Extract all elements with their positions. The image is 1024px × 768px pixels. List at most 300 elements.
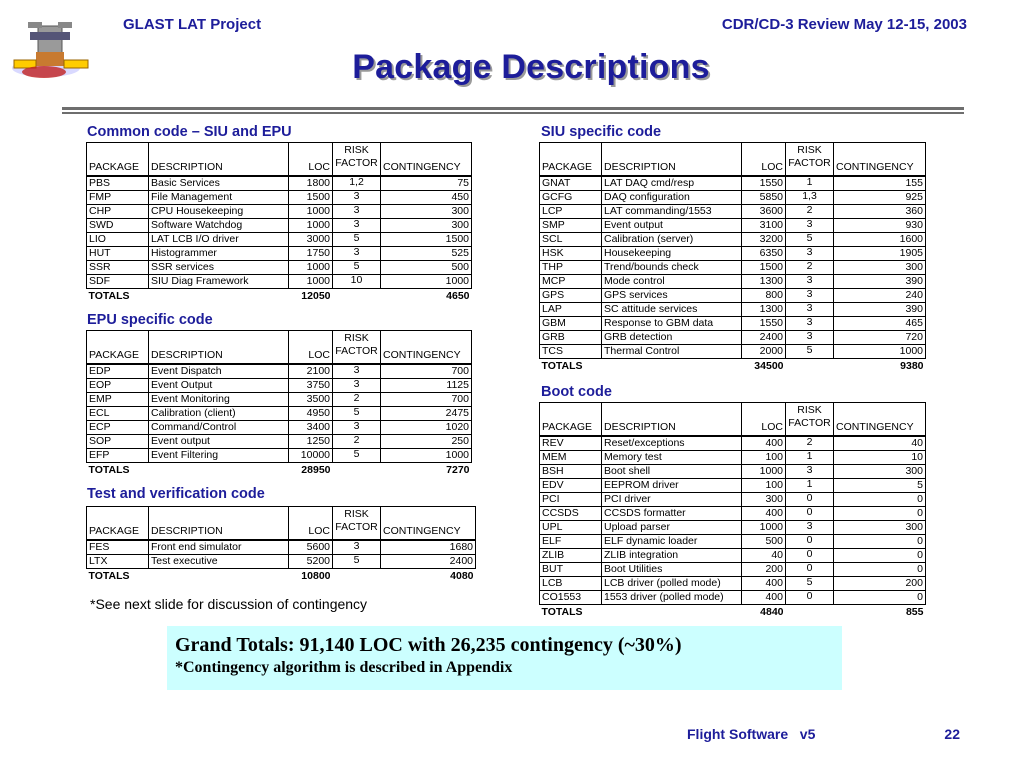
cell-risk-factor: 5 bbox=[333, 233, 381, 247]
cell-package: REV bbox=[540, 436, 602, 451]
cell-loc: 1750 bbox=[289, 247, 333, 261]
table-row bbox=[540, 577, 926, 591]
table-row bbox=[87, 247, 472, 261]
cell-risk-factor: 2 bbox=[333, 435, 381, 449]
cell-risk-factor: 0 bbox=[786, 563, 834, 577]
cell-description: GPS services bbox=[602, 289, 742, 303]
cell-loc: 10000 bbox=[289, 449, 333, 463]
cell-risk-factor: 3 bbox=[333, 191, 381, 205]
cell-description: Test executive bbox=[149, 555, 289, 569]
cell-loc: 1500 bbox=[742, 261, 786, 275]
cell-package: LIO bbox=[87, 233, 149, 247]
totals-contingency: 7270 bbox=[446, 463, 470, 476]
cell-loc: 1000 bbox=[289, 275, 333, 289]
header-risk-factor bbox=[786, 403, 834, 437]
table-row bbox=[540, 219, 926, 233]
cell-loc: 1000 bbox=[742, 521, 786, 535]
header-contingency: CONTINGENCY bbox=[381, 143, 472, 177]
table-row bbox=[87, 233, 472, 247]
cell-loc: 400 bbox=[742, 436, 786, 451]
cell-description: Housekeeping bbox=[602, 247, 742, 261]
cell-loc: 400 bbox=[742, 507, 786, 521]
cell-risk-factor: 3 bbox=[786, 317, 834, 331]
cell-risk-factor: 5 bbox=[786, 345, 834, 359]
totals-loc: 4840 bbox=[760, 605, 784, 618]
siu-code-table bbox=[539, 142, 926, 373]
cell-contingency: 2475 bbox=[381, 407, 472, 421]
table-row bbox=[540, 289, 926, 303]
cell-package: ECL bbox=[87, 407, 149, 421]
table-row bbox=[540, 176, 926, 191]
header-package: PACKAGE bbox=[87, 507, 149, 541]
cell-risk-factor: 3 bbox=[786, 465, 834, 479]
cell-loc: 1550 bbox=[742, 176, 786, 191]
cell-description: Mode control bbox=[602, 275, 742, 289]
table-row bbox=[540, 465, 926, 479]
table-row bbox=[540, 507, 926, 521]
cell-risk-factor: 3 bbox=[786, 275, 834, 289]
cell-contingency: 1125 bbox=[381, 379, 472, 393]
cell-contingency: 1905 bbox=[834, 247, 926, 261]
header-loc: LOC bbox=[742, 143, 786, 177]
header-risk-line2: FACTOR bbox=[335, 521, 378, 533]
boot-code-table bbox=[539, 402, 926, 619]
totals-label: TOTALS bbox=[541, 359, 583, 372]
header-description: DESCRIPTION bbox=[602, 143, 742, 177]
cell-contingency: 1000 bbox=[834, 345, 926, 359]
header-description: DESCRIPTION bbox=[149, 507, 289, 541]
cell-package: LCB bbox=[540, 577, 602, 591]
cell-loc: 1800 bbox=[289, 176, 333, 191]
cell-contingency: 155 bbox=[834, 176, 926, 191]
table-row bbox=[540, 591, 926, 605]
totals-contingency: 855 bbox=[905, 605, 924, 618]
footer-label: Flight Software v5 bbox=[687, 726, 816, 742]
cell-description: PCI driver bbox=[602, 493, 742, 507]
cell-description: Software Watchdog bbox=[149, 219, 289, 233]
cell-loc: 400 bbox=[742, 591, 786, 605]
header-loc: LOC bbox=[289, 143, 333, 177]
cell-risk-factor: 0 bbox=[786, 507, 834, 521]
cell-contingency: 300 bbox=[834, 261, 926, 275]
epu-code-title: EPU specific code bbox=[87, 312, 213, 328]
cell-description: Event Output bbox=[149, 379, 289, 393]
cell-contingency: 10 bbox=[834, 451, 926, 465]
cell-risk-factor: 3 bbox=[786, 331, 834, 345]
cell-loc: 1300 bbox=[742, 303, 786, 317]
cell-contingency: 700 bbox=[381, 393, 472, 407]
cell-loc: 100 bbox=[742, 479, 786, 493]
table-row bbox=[540, 261, 926, 275]
cell-risk-factor: 0 bbox=[786, 591, 834, 605]
table-row bbox=[87, 421, 472, 435]
header-risk-factor bbox=[333, 143, 381, 177]
cell-package: FES bbox=[87, 540, 149, 555]
common-code-table bbox=[86, 142, 472, 303]
common-code-title: Common code – SIU and EPU bbox=[87, 124, 292, 140]
cell-risk-factor: 3 bbox=[786, 521, 834, 535]
cell-risk-factor: 1,2 bbox=[333, 176, 381, 191]
totals-risk-blank bbox=[333, 463, 381, 478]
cell-contingency: 500 bbox=[381, 261, 472, 275]
cell-contingency: 300 bbox=[834, 521, 926, 535]
cell-loc: 3100 bbox=[742, 219, 786, 233]
cell-package: TCS bbox=[540, 345, 602, 359]
cell-description: Event Filtering bbox=[149, 449, 289, 463]
totals-loc: 28950 bbox=[301, 463, 331, 476]
cell-contingency: 1000 bbox=[381, 275, 472, 289]
cell-package: PCI bbox=[540, 493, 602, 507]
table-row bbox=[540, 247, 926, 261]
cell-description: Event output bbox=[602, 219, 742, 233]
table-row bbox=[540, 535, 926, 549]
table-row bbox=[87, 176, 472, 191]
page-number: 22 bbox=[944, 726, 960, 742]
cell-description: DAQ configuration bbox=[602, 191, 742, 205]
cell-description: SC attitude services bbox=[602, 303, 742, 317]
header-risk-line1: RISK bbox=[797, 404, 822, 416]
cell-contingency: 525 bbox=[381, 247, 472, 261]
header-risk-line1: RISK bbox=[797, 144, 822, 156]
cell-contingency: 390 bbox=[834, 303, 926, 317]
table-row bbox=[540, 303, 926, 317]
cell-description: SSR services bbox=[149, 261, 289, 275]
cell-risk-factor: 3 bbox=[786, 303, 834, 317]
cell-package: EMP bbox=[87, 393, 149, 407]
cell-risk-factor: 3 bbox=[786, 247, 834, 261]
header-risk-line1: RISK bbox=[344, 332, 369, 344]
cell-package: ECP bbox=[87, 421, 149, 435]
header-contingency: CONTINGENCY bbox=[381, 507, 476, 541]
cell-contingency: 40 bbox=[834, 436, 926, 451]
cell-package: FMP bbox=[87, 191, 149, 205]
cell-description: Calibration (client) bbox=[149, 407, 289, 421]
cell-package: SMP bbox=[540, 219, 602, 233]
cell-loc: 1000 bbox=[289, 205, 333, 219]
header-loc: LOC bbox=[742, 403, 786, 437]
table-row bbox=[540, 563, 926, 577]
cell-package: EFP bbox=[87, 449, 149, 463]
cell-contingency: 240 bbox=[834, 289, 926, 303]
header-review-date: CDR/CD-3 Review May 12-15, 2003 bbox=[721, 16, 967, 33]
cell-description: Command/Control bbox=[149, 421, 289, 435]
cell-package: BSH bbox=[540, 465, 602, 479]
cell-package: ZLIB bbox=[540, 549, 602, 563]
header-description: DESCRIPTION bbox=[149, 143, 289, 177]
header-package: PACKAGE bbox=[540, 143, 602, 177]
totals-loc: 34500 bbox=[754, 359, 784, 372]
table-row bbox=[540, 549, 926, 563]
cell-package: GRB bbox=[540, 331, 602, 345]
cell-risk-factor: 5 bbox=[333, 261, 381, 275]
cell-description: LAT DAQ cmd/resp bbox=[602, 176, 742, 191]
cell-risk-factor: 3 bbox=[786, 289, 834, 303]
cell-risk-factor: 5 bbox=[333, 407, 381, 421]
table-header-row bbox=[540, 403, 926, 437]
cell-contingency: 1000 bbox=[381, 449, 472, 463]
cell-contingency: 390 bbox=[834, 275, 926, 289]
table-row bbox=[87, 393, 472, 407]
cell-description: SIU Diag Framework bbox=[149, 275, 289, 289]
table-row bbox=[87, 364, 472, 379]
totals-label: TOTALS bbox=[88, 569, 130, 582]
cell-description: LAT LCB I/O driver bbox=[149, 233, 289, 247]
table-row bbox=[540, 233, 926, 247]
header-risk-line2: FACTOR bbox=[788, 417, 831, 429]
header-description: DESCRIPTION bbox=[149, 331, 289, 365]
cell-risk-factor: 3 bbox=[333, 219, 381, 233]
cell-package: BUT bbox=[540, 563, 602, 577]
cell-package: CCSDS bbox=[540, 507, 602, 521]
cell-contingency: 300 bbox=[381, 219, 472, 233]
cell-risk-factor: 10 bbox=[333, 275, 381, 289]
cell-package: SDF bbox=[87, 275, 149, 289]
cell-description: 1553 driver (polled mode) bbox=[602, 591, 742, 605]
cell-risk-factor: 3 bbox=[333, 379, 381, 393]
cell-loc: 2100 bbox=[289, 364, 333, 379]
cell-package: HSK bbox=[540, 247, 602, 261]
cell-package: EOP bbox=[87, 379, 149, 393]
table-row bbox=[540, 205, 926, 219]
cell-risk-factor: 5 bbox=[786, 233, 834, 247]
table-row bbox=[540, 436, 926, 451]
cell-description: Boot shell bbox=[602, 465, 742, 479]
table-header-row bbox=[87, 507, 476, 541]
cell-package: GNAT bbox=[540, 176, 602, 191]
table-header-row bbox=[87, 143, 472, 177]
slide-title: Package Descriptions bbox=[352, 48, 710, 86]
cell-description: Reset/exceptions bbox=[602, 436, 742, 451]
cell-package: CO1553 bbox=[540, 591, 602, 605]
cell-loc: 1300 bbox=[742, 275, 786, 289]
table-row bbox=[87, 407, 472, 421]
cell-description: Event Monitoring bbox=[149, 393, 289, 407]
test-code-table bbox=[86, 506, 476, 583]
title-divider bbox=[62, 107, 964, 114]
table-row bbox=[540, 493, 926, 507]
table-row bbox=[87, 219, 472, 233]
cell-description: CCSDS formatter bbox=[602, 507, 742, 521]
cell-package: CHP bbox=[87, 205, 149, 219]
cell-contingency: 0 bbox=[834, 591, 926, 605]
cell-risk-factor: 1 bbox=[786, 479, 834, 493]
cell-description: Event Dispatch bbox=[149, 364, 289, 379]
header-contingency: CONTINGENCY bbox=[381, 331, 472, 365]
totals-loc: 10800 bbox=[301, 569, 331, 582]
cell-loc: 3400 bbox=[289, 421, 333, 435]
cell-loc: 5600 bbox=[289, 540, 333, 555]
cell-loc: 3750 bbox=[289, 379, 333, 393]
header-risk-line1: RISK bbox=[344, 144, 369, 156]
header-risk-line2: FACTOR bbox=[335, 345, 378, 357]
cell-loc: 300 bbox=[742, 493, 786, 507]
cell-loc: 1250 bbox=[289, 435, 333, 449]
cell-package: GBM bbox=[540, 317, 602, 331]
cell-contingency: 300 bbox=[834, 465, 926, 479]
cell-risk-factor: 5 bbox=[786, 577, 834, 591]
cell-description: GRB detection bbox=[602, 331, 742, 345]
grand-totals-box bbox=[167, 626, 842, 690]
cell-risk-factor: 3 bbox=[333, 247, 381, 261]
cell-package: LTX bbox=[87, 555, 149, 569]
header-package: PACKAGE bbox=[87, 331, 149, 365]
cell-loc: 4950 bbox=[289, 407, 333, 421]
totals-contingency: 4650 bbox=[446, 289, 470, 302]
cell-description: Thermal Control bbox=[602, 345, 742, 359]
table-row bbox=[540, 451, 926, 465]
cell-loc: 400 bbox=[742, 577, 786, 591]
table-row bbox=[87, 555, 476, 569]
totals-row bbox=[540, 605, 926, 620]
cell-contingency: 700 bbox=[381, 364, 472, 379]
cell-package: EDP bbox=[87, 364, 149, 379]
cell-loc: 1550 bbox=[742, 317, 786, 331]
header-project-name: GLAST LAT Project bbox=[123, 16, 262, 33]
cell-contingency: 300 bbox=[381, 205, 472, 219]
table-row bbox=[540, 521, 926, 535]
header-package: PACKAGE bbox=[540, 403, 602, 437]
cell-description: Upload parser bbox=[602, 521, 742, 535]
table-row bbox=[87, 205, 472, 219]
table-header-row bbox=[540, 143, 926, 177]
epu-code-table bbox=[86, 330, 472, 477]
cell-description: CPU Housekeeping bbox=[149, 205, 289, 219]
totals-label: TOTALS bbox=[88, 289, 130, 302]
cell-description: ELF dynamic loader bbox=[602, 535, 742, 549]
table-row bbox=[87, 379, 472, 393]
cell-contingency: 1020 bbox=[381, 421, 472, 435]
cell-description: LAT commanding/1553 bbox=[602, 205, 742, 219]
totals-label: TOTALS bbox=[88, 463, 130, 476]
totals-contingency: 4080 bbox=[450, 569, 474, 582]
cell-risk-factor: 0 bbox=[786, 493, 834, 507]
cell-description: LCB driver (polled mode) bbox=[602, 577, 742, 591]
totals-label: TOTALS bbox=[541, 605, 583, 618]
cell-description: Calibration (server) bbox=[602, 233, 742, 247]
cell-description: ZLIB integration bbox=[602, 549, 742, 563]
cell-description: Boot Utilities bbox=[602, 563, 742, 577]
cell-risk-factor: 3 bbox=[786, 219, 834, 233]
header-loc: LOC bbox=[289, 331, 333, 365]
cell-risk-factor: 1 bbox=[786, 176, 834, 191]
cell-loc: 6350 bbox=[742, 247, 786, 261]
table-row bbox=[540, 331, 926, 345]
cell-contingency: 450 bbox=[381, 191, 472, 205]
cell-package: ELF bbox=[540, 535, 602, 549]
totals-row bbox=[87, 289, 472, 304]
cell-description: EEPROM driver bbox=[602, 479, 742, 493]
cell-risk-factor: 2 bbox=[786, 205, 834, 219]
cell-package: GCFG bbox=[540, 191, 602, 205]
table-row bbox=[540, 191, 926, 205]
cell-loc: 1500 bbox=[289, 191, 333, 205]
cell-package: GPS bbox=[540, 289, 602, 303]
totals-risk-blank bbox=[333, 569, 381, 584]
table-row bbox=[87, 435, 472, 449]
cell-risk-factor: 5 bbox=[333, 555, 381, 569]
cell-risk-factor: 3 bbox=[333, 205, 381, 219]
contingency-footnote: *See next slide for discussion of contingency bbox=[90, 596, 368, 612]
cell-loc: 3500 bbox=[289, 393, 333, 407]
cell-package: UPL bbox=[540, 521, 602, 535]
cell-loc: 5200 bbox=[289, 555, 333, 569]
cell-contingency: 5 bbox=[834, 479, 926, 493]
cell-risk-factor: 3 bbox=[333, 540, 381, 555]
table-row bbox=[87, 261, 472, 275]
header-risk-line2: FACTOR bbox=[788, 157, 831, 169]
cell-contingency: 250 bbox=[381, 435, 472, 449]
cell-risk-factor: 1 bbox=[786, 451, 834, 465]
cell-loc: 3200 bbox=[742, 233, 786, 247]
cell-description: Front end simulator bbox=[149, 540, 289, 555]
cell-loc: 1000 bbox=[289, 219, 333, 233]
cell-contingency: 930 bbox=[834, 219, 926, 233]
cell-loc: 800 bbox=[742, 289, 786, 303]
cell-risk-factor: 3 bbox=[333, 421, 381, 435]
table-row bbox=[87, 540, 476, 555]
header-risk-factor bbox=[333, 507, 381, 541]
header-contingency: CONTINGENCY bbox=[834, 403, 926, 437]
cell-contingency: 0 bbox=[834, 563, 926, 577]
cell-package: EDV bbox=[540, 479, 602, 493]
table-row bbox=[540, 345, 926, 359]
cell-contingency: 2400 bbox=[381, 555, 476, 569]
cell-package: SCL bbox=[540, 233, 602, 247]
cell-contingency: 1680 bbox=[381, 540, 476, 555]
cell-loc: 1000 bbox=[742, 465, 786, 479]
cell-loc: 3600 bbox=[742, 205, 786, 219]
cell-contingency: 75 bbox=[381, 176, 472, 191]
cell-contingency: 360 bbox=[834, 205, 926, 219]
cell-description: Histogrammer bbox=[149, 247, 289, 261]
header-risk-factor bbox=[786, 143, 834, 177]
cell-package: MCP bbox=[540, 275, 602, 289]
cell-risk-factor: 1,3 bbox=[786, 191, 834, 205]
totals-contingency: 9380 bbox=[900, 359, 924, 372]
cell-risk-factor: 2 bbox=[333, 393, 381, 407]
totals-risk-blank bbox=[333, 289, 381, 304]
totals-loc: 12050 bbox=[301, 289, 331, 302]
boot-code-title: Boot code bbox=[541, 384, 612, 400]
table-row bbox=[540, 317, 926, 331]
cell-loc: 2400 bbox=[742, 331, 786, 345]
header-package: PACKAGE bbox=[87, 143, 149, 177]
cell-package: MEM bbox=[540, 451, 602, 465]
cell-package: LCP bbox=[540, 205, 602, 219]
cell-risk-factor: 5 bbox=[333, 449, 381, 463]
cell-description: Response to GBM data bbox=[602, 317, 742, 331]
cell-loc: 2000 bbox=[742, 345, 786, 359]
test-code-title: Test and verification code bbox=[87, 486, 265, 502]
cell-loc: 3000 bbox=[289, 233, 333, 247]
totals-row bbox=[87, 569, 476, 584]
cell-risk-factor: 2 bbox=[786, 261, 834, 275]
cell-contingency: 0 bbox=[834, 549, 926, 563]
contingency-algorithm-note: *Contingency algorithm is described in Appendix bbox=[175, 659, 513, 676]
cell-loc: 40 bbox=[742, 549, 786, 563]
cell-contingency: 200 bbox=[834, 577, 926, 591]
header-description: DESCRIPTION bbox=[602, 403, 742, 437]
table-row bbox=[540, 479, 926, 493]
table-header-row bbox=[87, 331, 472, 365]
cell-contingency: 0 bbox=[834, 535, 926, 549]
cell-contingency: 0 bbox=[834, 507, 926, 521]
header-contingency: CONTINGENCY bbox=[834, 143, 926, 177]
cell-loc: 5850 bbox=[742, 191, 786, 205]
table-row bbox=[87, 191, 472, 205]
header-risk-factor bbox=[333, 331, 381, 365]
cell-package: HUT bbox=[87, 247, 149, 261]
